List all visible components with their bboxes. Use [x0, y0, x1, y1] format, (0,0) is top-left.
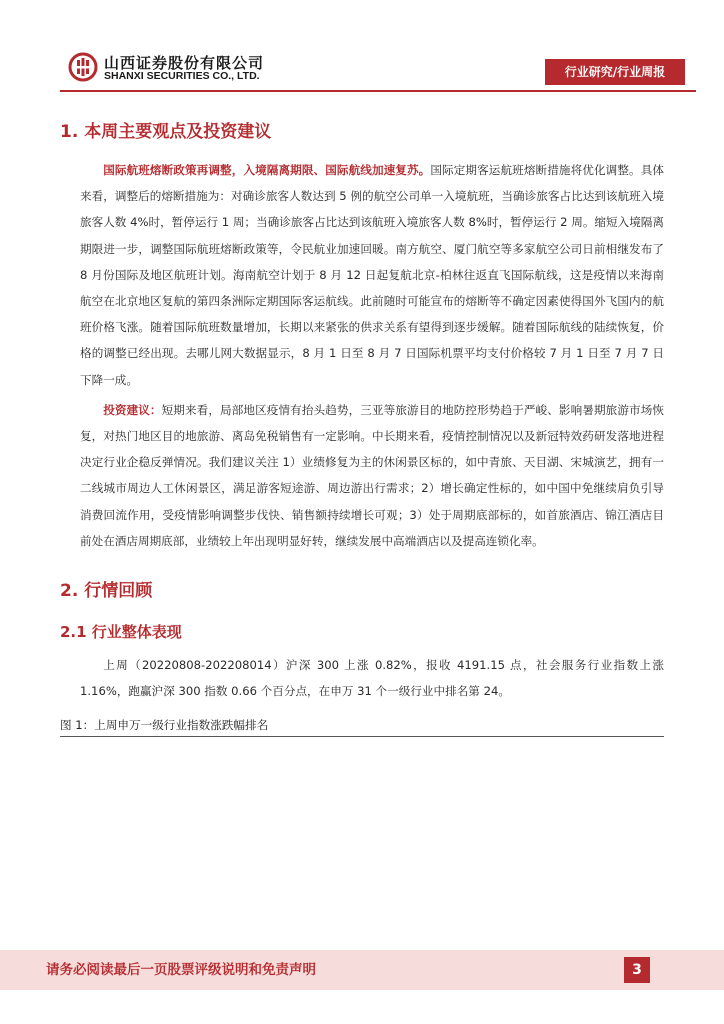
- section-1-paragraph-2: [80, 397, 664, 554]
- disclaimer-notice: 请务必阅读最后一页股票评级说明和免责声明: [46, 962, 316, 978]
- section-1-paragraph-1: [80, 157, 664, 393]
- section-2-1-paragraph: 上周（20220808-202208014）沪深 300 上涨 0.82%，报收 4191.15 点，社会服务行业指数上涨 1.16%，跑赢沪深 300 指数 0.66 个百分点，在申万 31 个一级行业中排名第 24。: [80, 658, 664, 699]
- page-number: 3: [624, 957, 650, 983]
- figure-caption-divider: [60, 736, 664, 737]
- company-name-cn: 山西证券股份有限公司: [104, 54, 265, 72]
- paragraph-1-body: 国际定期客运航班熔断措施将优化调整。具体来看，调整后的熔断措施为：对确诊旅客人数达到 5 例的航空公司单一入境航班，当确诊旅客占比达到该航班入境旅客人数 4%时，暂停运行 1 周；当确诊旅客占比达到该航班入境旅客人数 8%时，暂停运行 2 周。缩短入境隔离期限进一步，调整国际航班熔断政策等，令民航业加速回暖。南方航空、厦门航空等多家航空公司日前相继发布了 8 月份国际及地区航班计划。海南航空计划于 8 月 12 日起复航北京-柏林往返直飞国际航线，这是疫情以来海南航空在北京地区复航的第四条洲际定期国际客运航线。此前随时可能宣布的熔断等不确定因素使得国外飞国内的航班价格飞涨。随着国际航班数量增加，长期以来紧张的供求关系有望得到逐步缓解。随着国际航线的陆续恢复，价格的调整已经出现。去哪儿网大数据显示，8 月 1 日至 8 月 7 日国际机票平均支付价格较 7 月 1 日至 7 月 7 日下降一成。: [80, 163, 664, 387]
- report-body: [60, 115, 664, 737]
- paragraph-1-lead: 国际航班熔断政策再调整，入境隔离期限、国际航线加速复苏。: [103, 163, 431, 177]
- section-2-1-heading: 2.1 行业整体表现: [60, 623, 182, 642]
- page-header: [0, 0, 724, 100]
- investment-advice-body: 短期来看，局部地区疫情有抬头趋势，三亚等旅游目的地防控形势趋于严峻、影响暑期旅游市场恢复，对热门地区目的地旅游、离岛免税销售有一定影响。中长期来看，疫情控制情况以及新冠特效药研发落地进程决定行业企稳反弹情况。我们建议关注 1）业绩修复为主的休闲景区标的，如中青旅、天目湖、宋城演艺，拥有一二线城市周边人工休闲景区，满足游客短途游、周边游出行需求；2）增长确定性标的，如中国中免继续肩负引导消费回流作用，受疫情影响调整步伐快、销售额持续增长可观；3）处于周期底部标的，如首旅酒店、锦江酒店目前处在酒店周期底部，业绩较上年出现明显好转，继续发展中高端酒店以及提高连锁化率。: [80, 402, 664, 548]
- company-logo-icon: [68, 52, 98, 82]
- section-2-heading: 2. 行情回顾: [60, 581, 153, 602]
- investment-advice-lead: 投资建议：: [103, 402, 162, 417]
- section-1-heading: 1. 本周主要观点及投资建议: [60, 122, 272, 142]
- company-name-en: SHANXI SECURITIES CO., LTD.: [104, 70, 260, 82]
- header-divider: [60, 90, 696, 92]
- figure-1-caption: 图 1：上周申万一级行业指数涨跌幅排名: [60, 718, 269, 733]
- report-type-badge: 行业研究/行业周报: [545, 59, 685, 85]
- page-footer: [0, 950, 724, 990]
